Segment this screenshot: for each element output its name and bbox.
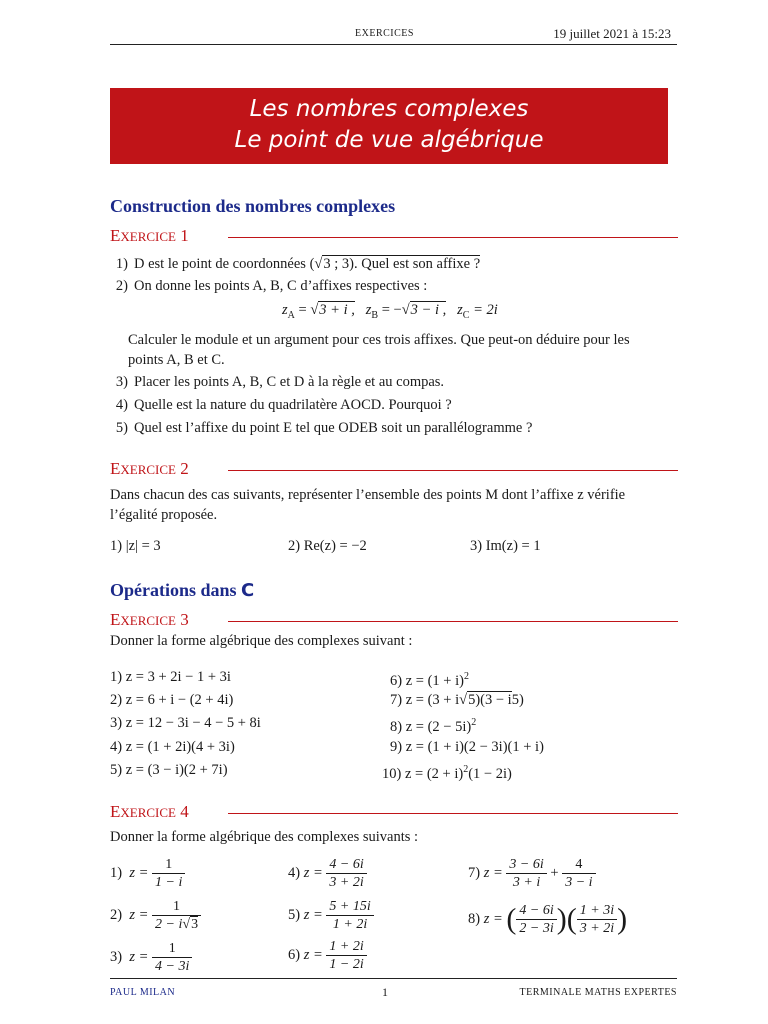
- ex3-intro: Donner la forme algébrique des complexes suivant :: [110, 633, 413, 649]
- page-header: [110, 26, 677, 45]
- exercise-3-heading: EXERCICE 3: [110, 610, 678, 630]
- ex3-item-8: 8) $z = (2 - 5i)^2$: [390, 717, 477, 735]
- page-footer: [110, 978, 677, 999]
- ex1-item-2: 2) On donne les points A, B, C d’affixes respectives :: [115, 278, 428, 294]
- exercise-2-rule: [228, 470, 678, 471]
- ex1-item-3: 3) Placer les points A, B, C et D à la règle et au compas.: [115, 374, 445, 390]
- fraction: $\frac{1}{1 - i}$: [152, 856, 185, 891]
- exercise-3-rule: [228, 621, 678, 622]
- exercise-1-rule: [228, 237, 678, 238]
- banner-line-1: Les nombres complexes: [249, 96, 529, 122]
- ex2-item-1: 1) |z| = 3: [110, 538, 161, 554]
- fraction: $\frac{1 + 2i}{1 - 2i}$: [326, 938, 366, 973]
- exercise-4-rule: [228, 813, 678, 814]
- exercise-1-heading: EXERCICE 1: [110, 226, 678, 246]
- ex2-item-2: 2) Re(z) = −2: [288, 538, 367, 554]
- exercise-4-heading: EXERCICE 4: [110, 802, 678, 822]
- ex1-item-4: 4) Quelle est la nature du quadrilatère AOCD. Pourquoi ?: [115, 397, 452, 413]
- ex3-item-5: 5) z = (3 − i)(2 + 7i): [110, 762, 228, 778]
- ex3-item-7: 7) z = (3 + i√5)(3 − i5): [390, 692, 524, 708]
- fraction: $\frac{4 - 6i}{3 + 2i}$: [326, 856, 366, 891]
- ex4-item-1: 1) z = $\frac{1}{1 - i}$: [110, 856, 185, 891]
- title-banner: [110, 88, 668, 164]
- header-title: EXERCICES: [355, 28, 414, 39]
- ex1-affixes: $z_A = √3 + i$ , $z_B = -√3 - i$ , $z_C = 2i$: [282, 302, 498, 321]
- section-title-operations: Opérations dans C: [110, 580, 255, 601]
- ex1-item-5: 5) Quel est l’affixe du point E tel que ODEB soit un parallélogramme ?: [115, 420, 533, 436]
- ex4-intro: Donner la forme algébrique des complexes suivants :: [110, 829, 419, 845]
- ex3-item-4: 4) z = (1 + 2i)(4 + 3i): [110, 739, 235, 755]
- exercise-2-heading: EXERCICE 2: [110, 459, 678, 479]
- ex4-item-6: 6) z = $\frac{1 + 2i}{1 - 2i}$: [288, 938, 367, 973]
- section-title-construction: Construction des nombres complexes: [110, 196, 396, 216]
- ex4-item-8: 8) z = ( $\frac{4 - 6i}{2 - 3i}$ )( $\frac{1 + 3i}{3 + 2i}$ ): [468, 902, 628, 936]
- header-date: 19 juillet 2021 à 15:23: [553, 26, 671, 41]
- ex2-intro: Dans chacun des cas suivants, représenter l’ensemble des points M dont l’affixe z vérifie l’égalité proposée.: [110, 487, 626, 523]
- fraction: $\frac{3 - 6i}{3 + i}$: [506, 856, 546, 891]
- ex1-item-2-question: Calculer le module et un argument pour ces trois affixes. Que peut-on déduire pour les points A, B et C.: [128, 332, 630, 368]
- fraction: $\frac{4}{3 - i}$: [562, 856, 595, 891]
- ex4-item-2: 2) z = $\frac{1}{2 - i√3}$: [110, 898, 201, 933]
- ex3-item-6: 6) $z = (1 + i)^2$: [390, 671, 469, 689]
- ex2-item-3: 3) Im(z) = 1: [470, 538, 541, 554]
- ex4-item-3: 3) z = $\frac{1}{4 - 3i}$: [110, 940, 192, 975]
- fraction: $\frac{4 - 6i}{2 - 3i}$: [516, 902, 556, 937]
- ex1-item-1: 1) D est le point de coordonnées (√3 ; 3). Quel est son affixe ?: [115, 256, 481, 272]
- fraction: $\frac{1 + 3i}{3 + 2i}$: [577, 902, 617, 937]
- ex3-item-9: 9) z = (1 + i)(2 − 3i)(1 + i): [390, 739, 544, 755]
- footer-page-number: 1: [382, 985, 388, 999]
- ex3-item-2: 2) z = 6 + i − (2 + 4i): [110, 692, 234, 708]
- fraction: $\frac{5 + 15i}{1 + 2i}$: [326, 898, 373, 933]
- ex4-item-5: 5) z = $\frac{5 + 15i}{1 + 2i}$: [288, 898, 374, 933]
- ex3-item-10: 10) $z = (2 + i)^2(1 - 2i)$: [382, 764, 512, 782]
- footer-author: PAUL MILAN: [110, 987, 176, 998]
- ex4-item-7: 7) z = $\frac{3 - 6i}{3 + i}$ + $\frac{4}{3 - i}$: [468, 856, 596, 891]
- ex3-item-3: 3) z = 12 − 3i − 4 − 5 + 8i: [110, 715, 261, 731]
- footer-course: TERMINALE MATHS EXPERTES: [519, 987, 677, 998]
- fraction: $\frac{1}{4 - 3i}$: [152, 940, 192, 975]
- ex4-item-4: 4) z = $\frac{4 - 6i}{3 + 2i}$: [288, 856, 367, 891]
- fraction: $\frac{1}{2 - i√3}$: [152, 898, 201, 933]
- banner-line-2: Le point de vue algébrique: [234, 127, 544, 153]
- ex3-item-1: 1) z = 3 + 2i − 1 + 3i: [110, 669, 231, 685]
